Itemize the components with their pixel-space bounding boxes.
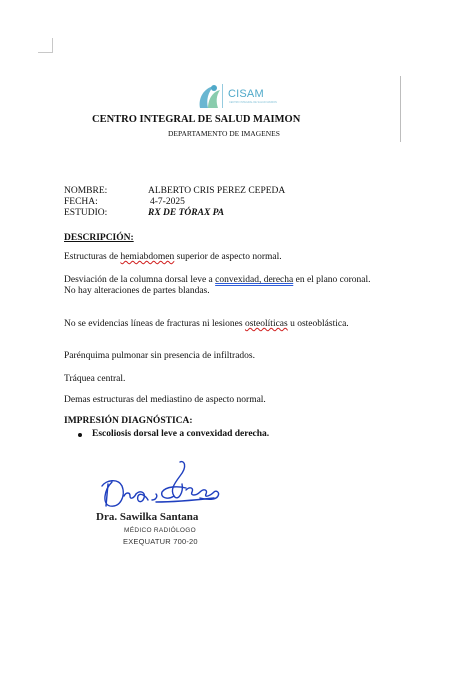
finding-text: Desviación de la columna dorsal leve a <box>64 275 216 285</box>
impression-heading: IMPRESIÓN DIAGNÓSTICA: <box>64 416 193 426</box>
handwritten-signature-icon <box>96 456 226 516</box>
logo-subtext: CENTRO INTEGRAL DE SALUD MAIMON <box>229 101 277 104</box>
description-heading: DESCRIPCIÓN: <box>64 233 134 243</box>
signature-exequatur: EXEQUATUR 700-20 <box>123 537 198 546</box>
finding-text: en el plano coronal. <box>293 275 371 285</box>
logo-text: CISAM <box>228 88 264 100</box>
finding-text: Estructuras de <box>64 252 121 262</box>
finding-paragraph: Demas estructuras del mediastino de aspecto normal. <box>64 395 266 405</box>
finding-text: No se evidencias líneas de fracturas ni lesiones <box>64 319 245 329</box>
institution-title: CENTRO INTEGRAL DE SALUD MAIMON <box>92 114 301 125</box>
finding-paragraph <box>64 252 394 263</box>
signature-name: Dra. Sawilka Santana <box>96 511 199 523</box>
finding-paragraph <box>64 319 394 330</box>
finding-paragraph <box>64 275 394 298</box>
date-label: FECHA: <box>64 197 98 207</box>
department-title: DEPARTAMENTO DE IMAGENES <box>168 129 280 138</box>
grammar-flag-text[interactable]: convexidad, derecha <box>215 275 294 285</box>
study-value: RX DE TÓRAX PA <box>148 208 225 218</box>
finding-text: u osteoblástica. <box>287 319 349 329</box>
margin-guide-line <box>400 76 401 142</box>
page-corner-mark <box>38 38 53 53</box>
finding-text: superior de aspecto normal. <box>174 252 282 262</box>
finding-text: No hay alteraciones de partes blandas. <box>64 286 210 297</box>
study-label: ESTUDIO: <box>64 208 108 218</box>
finding-paragraph: Tráquea central. <box>64 374 126 384</box>
spellcheck-word[interactable]: osteolíticas <box>244 319 288 329</box>
signature-title: MÉDICO RADIÓLOGO <box>124 527 196 534</box>
spellcheck-word[interactable]: hemiabdomen <box>120 252 175 262</box>
patient-name-label: NOMBRE: <box>64 186 108 196</box>
date-value: 4-7-2025 <box>150 197 185 207</box>
bullet-icon <box>78 433 82 437</box>
impression-text: Escoliosis dorsal leve a convexidad derecha. <box>92 429 270 439</box>
finding-paragraph: Parénquima pulmonar sin presencia de infiltrados. <box>64 351 256 361</box>
patient-name-value: ALBERTO CRIS PEREZ CEPEDA <box>148 186 286 196</box>
